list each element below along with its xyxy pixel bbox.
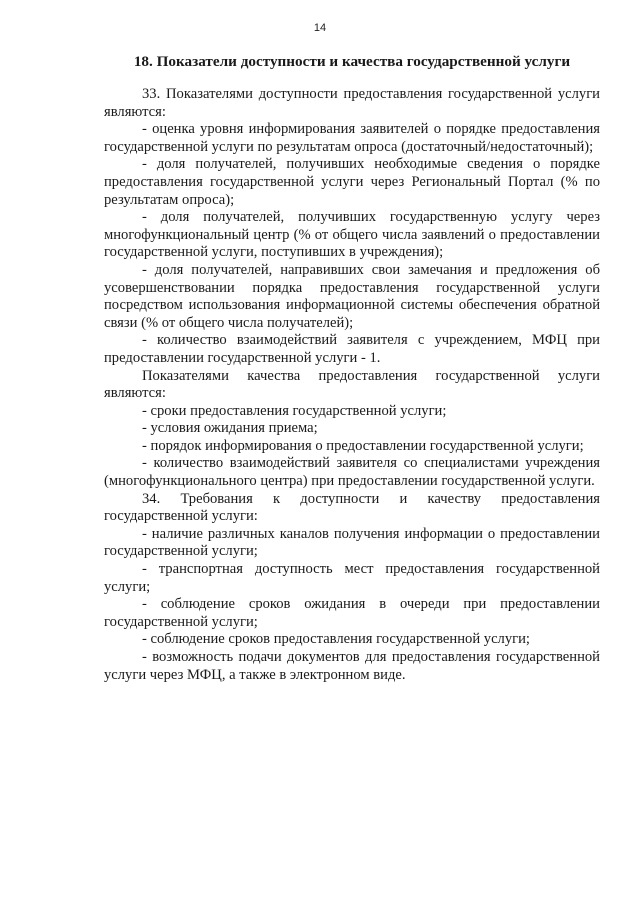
paragraph-33-intro: 33. Показателями доступности предоставления государственной услуги являются: — [104, 86, 600, 120]
list-item: - доля получателей, направивших свои замечания и предложения об усовершенствовании порядка предоставления государственной услуги посредством использования информационной системы обеспечения обратной связи (% от общего числа получателей); — [104, 261, 600, 331]
list-item: - сроки предоставления государственной услуги; — [142, 402, 447, 419]
paragraph-34-intro: 34. Требования к доступности и качеству предоставления государственной услуги: — [104, 490, 600, 525]
list-item: - количество взаимодействий заявителя со специалистами учреждения (многофункционального центра) при предоставлении государственной услуги. — [104, 455, 600, 490]
document-body — [104, 86, 600, 684]
list-item: - количество взаимодействий заявителя с учреждением, МФЦ при предоставлении государственной услуги - 1. — [104, 332, 600, 366]
section-title: 18. Показатели доступности и качества государственной услуги — [133, 53, 571, 70]
paragraph-quality-intro: Показателями качества предоставления государственной услуги являются: — [104, 367, 600, 402]
list-item: - условия ожидания приема; — [142, 420, 318, 437]
list-item: - соблюдение сроков предоставления государственной услуги; — [142, 631, 530, 648]
list-item: - транспортная доступность мест предоставления государственной услуги; — [104, 561, 600, 595]
list-item: - наличие различных каналов получения информации о предоставлении государственной услуги; — [104, 525, 600, 560]
page-number: 14 — [313, 22, 327, 34]
list-item: - доля получателей, получивших необходимые сведения о порядке предоставления государственной услуги через Региональный Портал (% по результатам опроса); — [104, 156, 600, 208]
list-item: - порядок информирования о предоставлении государственной услуги; — [142, 437, 584, 454]
list-item: - доля получателей, получивших государственную услугу через многофункциональный центр (% от общего числа заявлений о предоставлении государственной услуги, поступивших в учреждения); — [104, 209, 600, 261]
list-item: - возможность подачи документов для предоставления государственной услуги через МФЦ, а также в электронном виде. — [104, 649, 600, 683]
list-item: - оценка уровня информирования заявителей о порядке предоставления государственной услуги по результатам опроса (достаточный/недостаточный); — [104, 121, 600, 155]
list-item: - соблюдение сроков ожидания в очереди при предоставлении государственной услуги; — [104, 596, 600, 630]
